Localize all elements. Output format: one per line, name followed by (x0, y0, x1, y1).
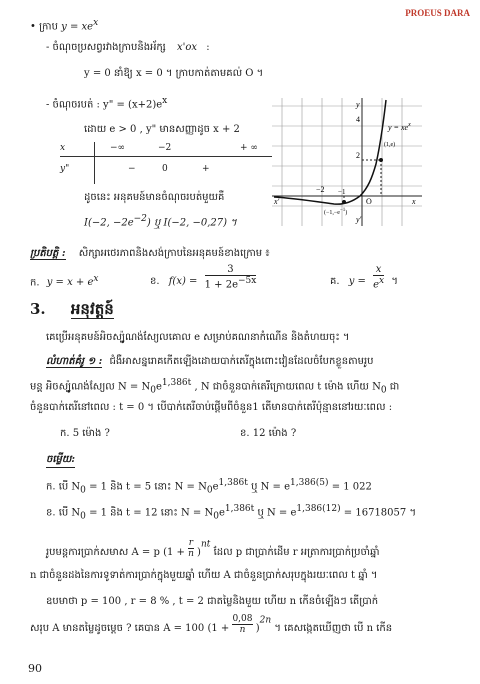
answer-b-val: = 16718057 ។ (340, 507, 417, 519)
curve-label-text: y = xe (388, 123, 409, 132)
axis-name: x'ox (176, 42, 197, 53)
sign-text: ដោយ e > 0 , y" មានសញ្ញាដូច x + 2 (84, 124, 240, 135)
answer-a-val: = 1 022 (328, 481, 372, 493)
point-text: I(−2, −2e (84, 217, 134, 229)
section3-intro: គេប្រើអនុគមន៍អិចស្ប៉ូណង់ស្យែលគោល e សម្រាប់គណនាកំណើន និងតំហយចុះ ។ (46, 332, 350, 343)
dash2-exp: x (162, 96, 168, 106)
table-divider-h (60, 156, 272, 157)
intersection-line (46, 40, 210, 55)
exercise-c (330, 264, 398, 290)
sign-line (84, 122, 240, 137)
exercise-c-den-exp: x (379, 276, 385, 286)
section3-num: 3. (30, 300, 46, 318)
answer-a-start: ក. បើ N (46, 481, 81, 493)
curve (274, 100, 386, 204)
answer-b-exp: 1,386t (224, 504, 255, 514)
conclusion-line: ដូចនេះ អនុគមន៍មានចំណុចរបត់មួយគឺ (84, 192, 225, 203)
graph-grid (272, 98, 422, 226)
answer-b-rest: = 1 និង t = 12 នោះ N = N (85, 507, 214, 519)
sign-table (60, 142, 272, 184)
exercise-c-func: y = (348, 276, 366, 287)
table-y-label: y" (60, 164, 70, 174)
example-line1-text: ជំងឺអាសន្នរោគកើតឡើងដោយបាក់តេរីក្នុងពោះវៀនដែលចំបែកខ្លួនតាមរូប (109, 356, 374, 367)
function-exp: x (93, 18, 99, 28)
graph-tick-2: 2 (356, 151, 360, 160)
graph-tick-4: 4 (356, 115, 360, 124)
graph-x-prime: x' (274, 197, 280, 206)
answer-a-tail: ឬ N = e (247, 481, 290, 493)
example-title: លំហាត់គំរូ ១ : (46, 356, 103, 367)
formula-exp: nt (200, 539, 211, 550)
table-neg: − (128, 164, 136, 174)
exercise-c-num: x (373, 264, 384, 276)
exercise-b-label: ខ. (150, 276, 160, 287)
exercise-b (150, 264, 256, 290)
point2-label-tail: ) (345, 210, 348, 216)
answer-a-exp: 1,386t (218, 478, 248, 488)
example-line1 (46, 354, 373, 369)
formula-line4-den: n (239, 625, 246, 635)
answer-b (46, 504, 416, 521)
section3-heading (30, 300, 114, 322)
formula-line1b: ដែល p ជាប្រាក់ដើម r អត្រាការប្រាក់ប្រចាំឆ្នាំ (213, 547, 380, 558)
point2-label-text: (−1,−e (324, 210, 340, 216)
formula-line4-exp: 2n (259, 615, 272, 626)
formula-line4 (30, 614, 392, 635)
formula-paren: (1 + (163, 547, 189, 558)
answer-title: ចម្លើយ: (46, 452, 75, 468)
answer-b-start: ខ. បើ N (46, 507, 81, 519)
formula-line4-num: 0,08 (232, 614, 253, 624)
graph-tick-m1: −1 (338, 188, 346, 196)
bullet-line (30, 18, 98, 34)
example-line2c: ជា (386, 381, 400, 393)
exercise-b-fraction (205, 264, 257, 290)
formula-line4-close: ) (255, 623, 260, 634)
answer-a-e: e (212, 481, 219, 493)
section3-title: អនុវត្តន៍ (70, 300, 114, 318)
example-line2 (30, 378, 399, 395)
formula-line4-fraction (232, 614, 252, 635)
colon: : (206, 42, 210, 53)
example-line2a: មន្ត អិចស្ប៉ូណង់ស្យែល N = N (30, 381, 151, 393)
formula-line4b: ។ គេសង្កេតឃើញថា បើ n កើន (274, 623, 393, 634)
question-b: ខ. 12 ម៉ោង ? (240, 428, 297, 439)
exercise-a-label: ក. (30, 277, 40, 289)
exercise-c-end: ។ (391, 276, 398, 287)
function-graph (272, 98, 422, 226)
answer-a-sub: 0 (80, 485, 86, 496)
formula-line4a: សរុប A មានតម្លៃដូចម្តេច ? គេបាន A = 100 (30, 623, 205, 634)
exercise-b-den-exp: −5x (238, 276, 257, 286)
exercise-title: ប្រតិបត្តិ : (30, 248, 66, 259)
intersection-result: y = 0 នាំឱ្យ x = 0 ។ ក្រាបកាត់តាមគល់ O ។ (84, 68, 264, 79)
table-x-label: x (60, 143, 66, 153)
answer-b-tail: ឬ N = e (254, 507, 297, 519)
exercise-b-num: 3 (205, 264, 257, 276)
graph-y-prime: y' (356, 215, 362, 224)
example-line2-e: e (155, 381, 162, 393)
dash1-text: - ចំណុចប្រសព្វរវាងក្រាបនិងអ័ក្ស (46, 42, 166, 53)
answer-b-sub: 0 (80, 511, 86, 522)
example-line3: ចំនួនបាក់តេរីនៅពេល : t = 0 ។ បើបាក់តេរីចាប់ផ្តើមពីចំនួន1 តើមានបាក់តេរីប៉ុន្មាននៅរយៈពេល : (30, 402, 393, 413)
formula-fraction (188, 538, 194, 559)
exercise-a-exp: x (93, 274, 99, 284)
exercise-b-den-wrap (205, 276, 257, 290)
point-line (84, 214, 237, 230)
curve-label (387, 122, 411, 132)
answer-a (46, 478, 372, 495)
bullet-text: • ក្រាប (30, 21, 58, 33)
answer-a-sub2: 0 (206, 485, 213, 496)
exercise-c-label: គ. (330, 276, 340, 287)
point-exp: −2 (133, 214, 147, 224)
header-brand: PROEUS DARA (405, 8, 470, 18)
inflection-line (46, 96, 167, 112)
exercise-b-den: 1 + 2e (204, 279, 238, 291)
question-a: ក. 5 ម៉ោង ? (60, 428, 110, 439)
function-expr: y = xe (61, 21, 94, 33)
answer-b-exp2: 1,386(12) (296, 504, 341, 514)
graph-x-label: x (412, 197, 416, 206)
dash2-text: - ចំណុចរបត់ : y" = (x+2)e (46, 99, 163, 111)
exercise-line (30, 246, 270, 261)
table-divider-v (94, 142, 95, 184)
formula-line1 (46, 538, 380, 559)
point2-label-exp: −1 (339, 208, 346, 213)
exercise-a (30, 274, 98, 290)
example-line2-sub: 0 (150, 385, 156, 396)
table-minus-two: −2 (158, 143, 172, 153)
answer-a-rest: = 1 និង t = 5 នោះ N = N (85, 481, 207, 493)
point1-dot (379, 158, 383, 162)
exercise-text: សិក្សាអថេរភាពនិងសង់ក្រាបនៃអនុគមន៍ខាងក្រោម ៖ (78, 248, 270, 259)
answer-b-sub2: 0 (213, 511, 219, 522)
formula-line4-paren: (1 + (207, 623, 233, 634)
exercise-c-den-wrap (373, 276, 384, 290)
graph-y-label: y (356, 100, 360, 109)
graph-origin: O (366, 197, 372, 206)
point-tail: ) ឬ I(−2, −0,27) ។ (146, 217, 237, 229)
table-zero: 0 (162, 164, 168, 174)
example-line2-sub2: 0 (380, 385, 387, 396)
formula-line1a: រូបមន្តការប្រាក់សមាស A = p (46, 547, 160, 558)
example-line2-exp: 1,386t (161, 378, 192, 388)
formula-close: ) (197, 547, 201, 558)
exercise-c-fraction (373, 264, 384, 290)
formula-line3: ឧបមាថា p = 100 , r = 8 % , t = 2 ជាតម្លៃនិងមួយ ហើយ n កើនចំឡើងៗ តើប្រាក់ (46, 596, 379, 607)
graph-tick-m2: −2 (316, 185, 325, 194)
example-line2b: , N ជាចំនួនបាក់តេរីក្រោយពេល t ម៉ោង ហើយ N (191, 381, 381, 393)
table-minus-inf: −∞ (110, 143, 126, 153)
table-plus-inf: + ∞ (240, 143, 258, 153)
exercise-a-func: y = x + e (46, 277, 94, 289)
formula-n: n (188, 549, 194, 559)
graph-svg (272, 98, 422, 226)
exercise-c-den: e (373, 279, 380, 291)
answer-a-exp2: 1,386(5) (290, 478, 329, 488)
table-pos: + (202, 164, 210, 174)
formula-line2: n ជាចំនួនដងនៃការទូទាត់ការប្រាក់ក្នុងមួយឆ្នាំ ហើយ A ជាចំនួនប្រាក់សរុបក្នុងរយៈពេល t ឆ្នាំ ។ (30, 570, 378, 581)
point2-dot (342, 200, 346, 204)
page-number: 90 (28, 662, 42, 675)
answer-b-e: e (218, 507, 225, 519)
point1-label: (1,e) (384, 142, 396, 148)
formula-r: r (188, 538, 194, 548)
point2-label (324, 208, 347, 216)
exercise-b-func: f(x) = (168, 276, 198, 287)
curve-label-exp: x (408, 122, 411, 128)
